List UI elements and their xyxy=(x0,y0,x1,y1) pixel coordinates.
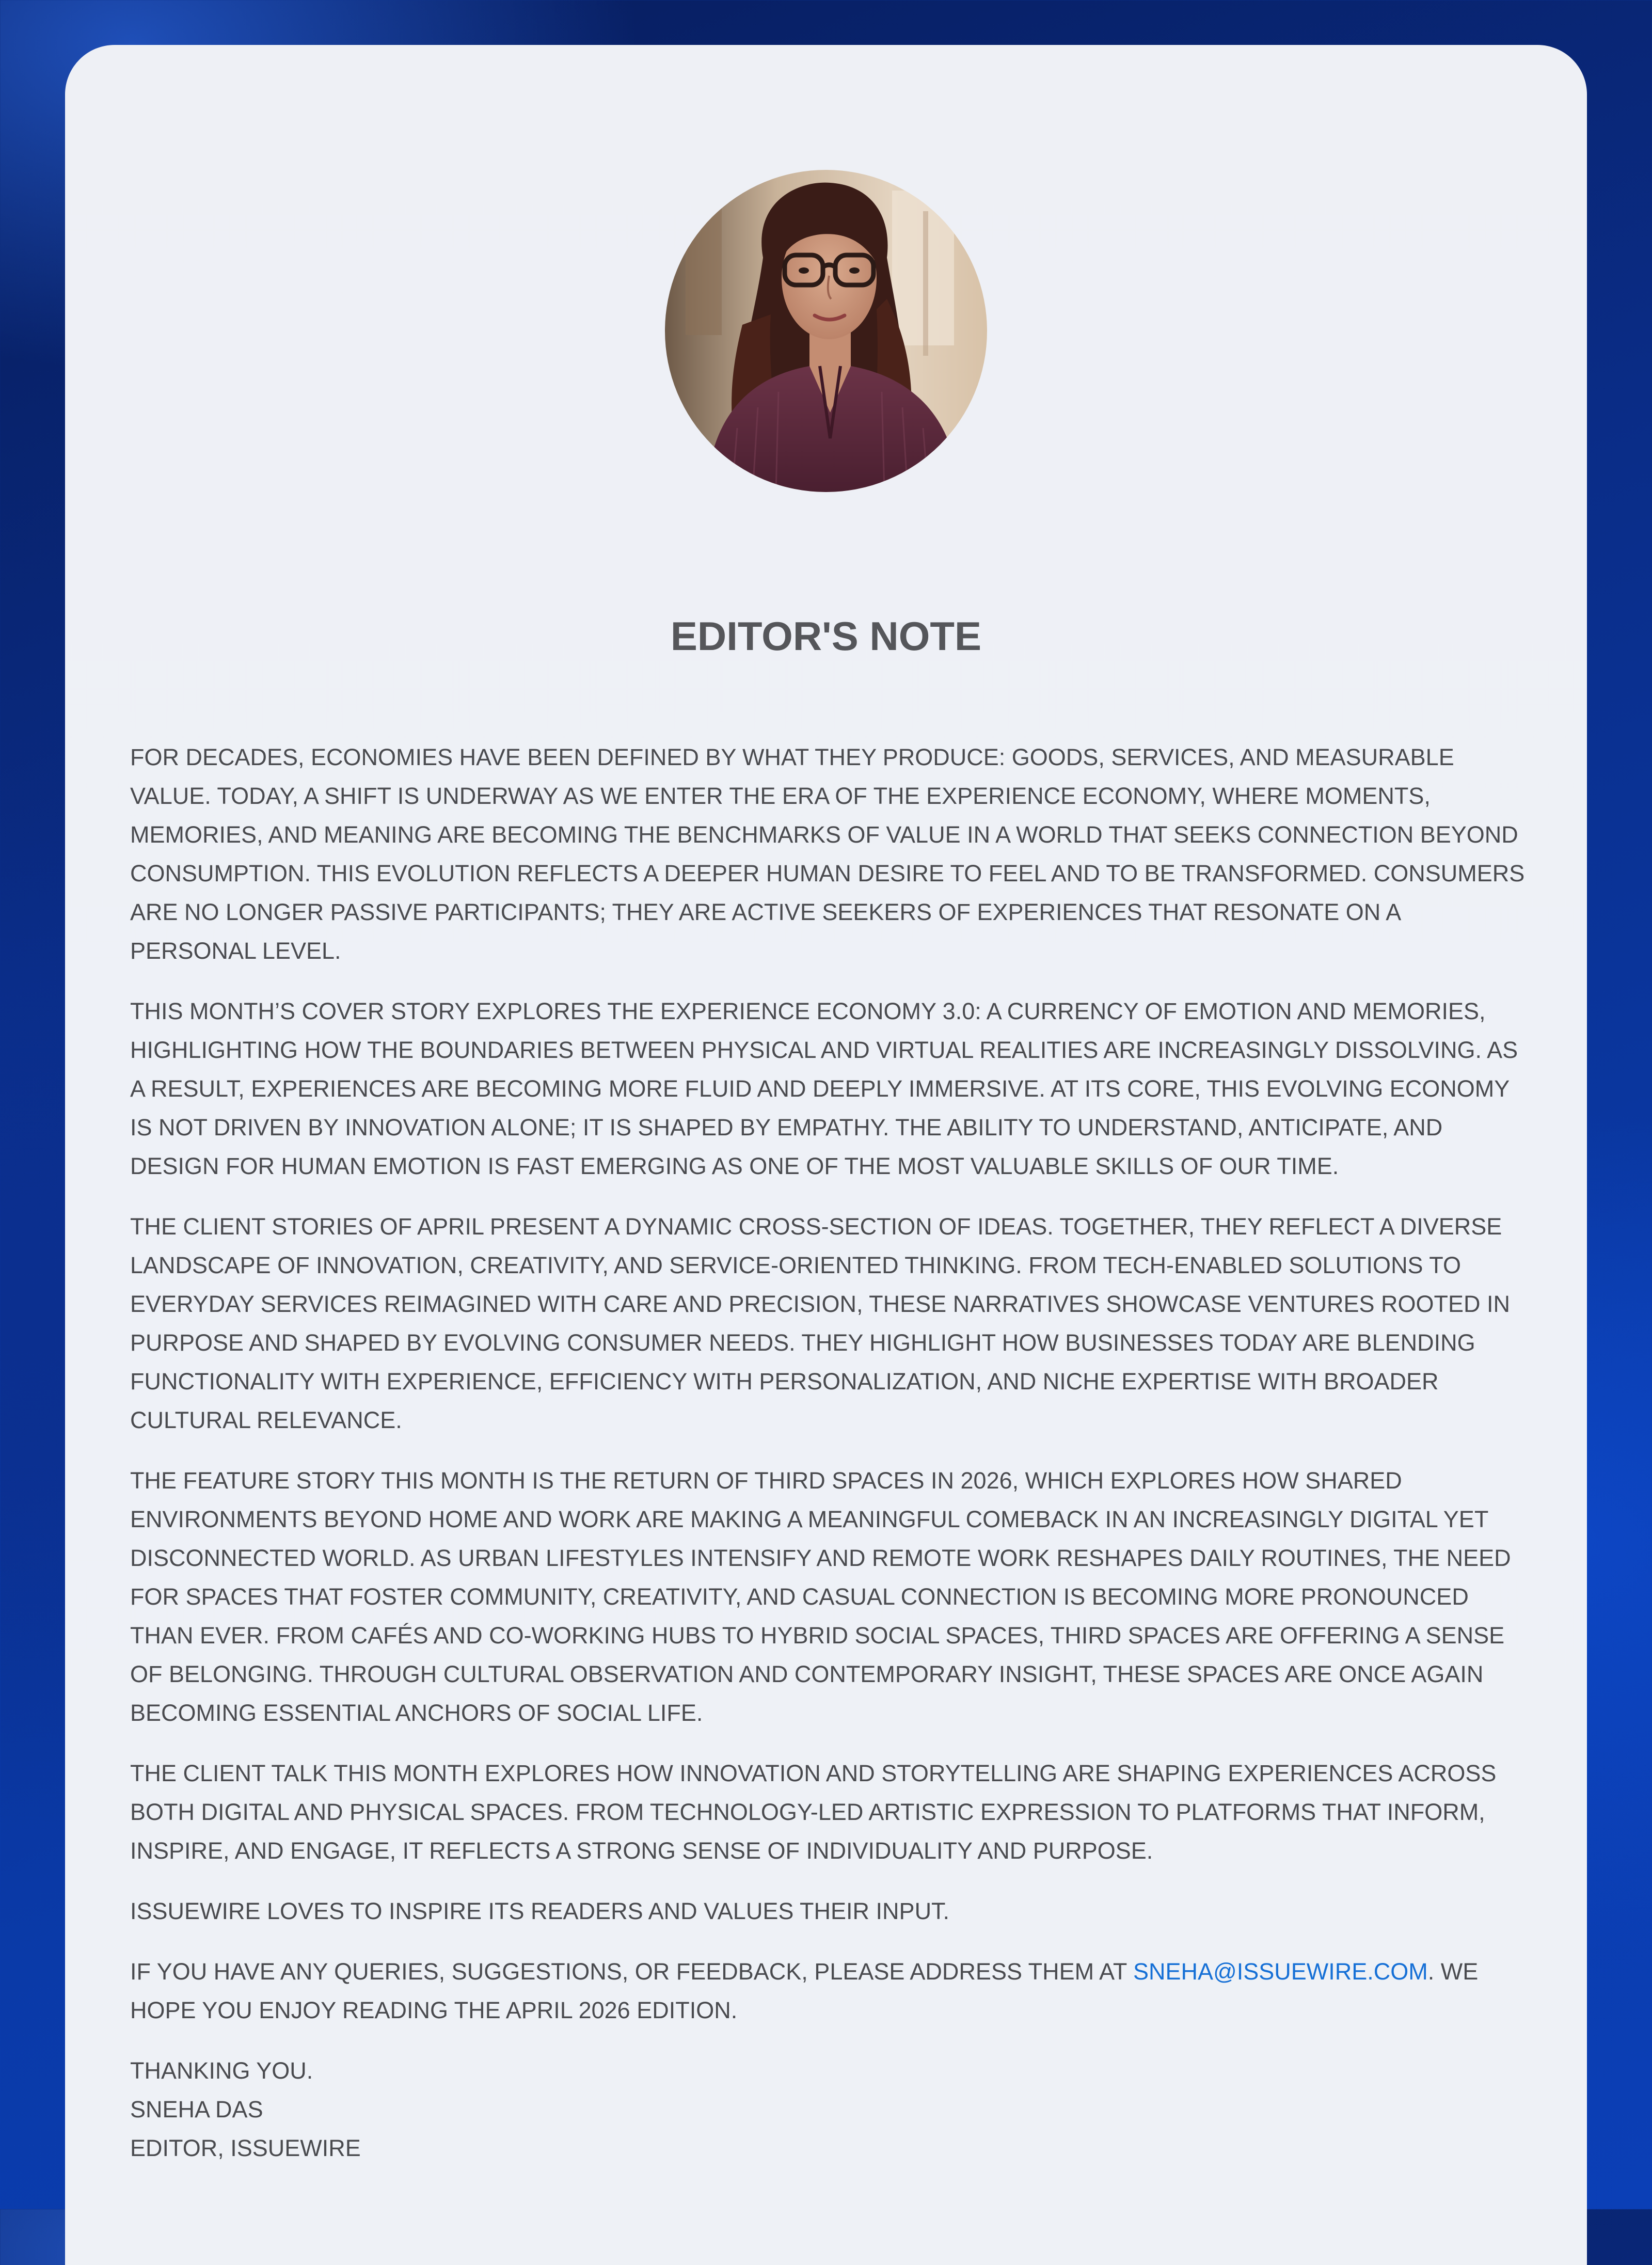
email-link[interactable]: SNEHA@ISSUEWIRE.COM xyxy=(1133,1958,1428,1985)
editor-note-card xyxy=(65,45,1587,2265)
paragraph-client-stories: THE CLIENT STORIES OF APRIL PRESENT A DYNAMIC CROSS-SECTION OF IDEAS. TOGETHER, THEY REFLECT A DIVERSE LANDSCAPE OF INNOVATION, CREATIVITY, AND SERVICE-ORIENTED THINKING. FROM TECH-ENABLED SOLUTIONS TO EVERYDAY SERVICES REIMAGINED WITH CARE AND PRECISION, THESE NARRATIVES SHOWCASE VENTURES ROOTED IN PURPOSE AND SHAPED BY EVOLVING CONSUMER NEEDS. THEY HIGHLIGHT HOW BUSINESSES TODAY ARE BLENDING FUNCTIONALITY WITH EXPERIENCE, EFFICIENCY WITH PERSONALIZATION, AND NICHE EXPERTISE WITH BROADER CULTURAL RELEVANCE. xyxy=(130,1213,1510,1433)
page-title: EDITOR'S NOTE xyxy=(670,613,982,659)
editor-avatar xyxy=(665,170,987,492)
paragraph-inspire: ISSUEWIRE LOVES TO INSPIRE ITS READERS AND VALUES THEIR INPUT. xyxy=(130,1898,950,1924)
paragraph-contact xyxy=(130,1952,1529,2030)
editor-portrait-image xyxy=(665,170,987,492)
signoff xyxy=(130,2051,1529,2167)
signoff-role: EDITOR, ISSUEWIRE xyxy=(130,2135,361,2161)
paragraph-cover-story: THIS MONTH’S COVER STORY EXPLORES THE EXPERIENCE ECONOMY 3.0: A CURRENCY OF EMOTION AND MEMORIES, HIGHLIGHTING HOW THE BOUNDARIES BETWEEN PHYSICAL AND VIRTUAL REALITIES ARE INCREASINGLY DISSOLVING. AS A RESULT, EXPERIENCES ARE BECOMING MORE FLUID AND DEEPLY IMMERSIVE. AT ITS CORE, THIS EVOLVING ECONOMY IS NOT DRIVEN BY INNOVATION ALONE; IT IS SHAPED BY EMPATHY. THE ABILITY TO UNDERSTAND, ANTICIPATE, AND DESIGN FOR HUMAN EMOTION IS FAST EMERGING AS ONE OF THE MOST VALUABLE SKILLS OF OUR TIME. xyxy=(130,998,1518,1179)
paragraph-client-talk: THE CLIENT TALK THIS MONTH EXPLORES HOW INNOVATION AND STORYTELLING ARE SHAPING EXPERIENCES ACROSS BOTH DIGITAL AND PHYSICAL SPACES. FROM TECHNOLOGY-LED ARTISTIC EXPRESSION TO PLATFORMS THAT INFORM, INSPIRE, AND ENGAGE, IT REFLECTS A STRONG SENSE OF INDIVIDUALITY AND PURPOSE. xyxy=(130,1760,1497,1864)
signoff-name: SNEHA DAS xyxy=(130,2096,263,2123)
editor-note-body xyxy=(130,738,1529,2189)
contact-text-before: IF YOU HAVE ANY QUERIES, SUGGESTIONS, OR FEEDBACK, PLEASE ADDRESS THEM AT xyxy=(130,1958,1134,1985)
paragraph-intro: FOR DECADES, ECONOMIES HAVE BEEN DEFINED BY WHAT THEY PRODUCE: GOODS, SERVICES, AND MEASURABLE VALUE. TODAY, A SHIFT IS UNDERWAY AS WE ENTER THE ERA OF THE EXPERIENCE ECONOMY, WHERE MOMENTS, MEMORIES, AND MEANING ARE BECOMING THE BENCHMARKS OF VALUE IN A WORLD THAT SEEKS CONNECTION BEYOND CONSUMPTION. THIS EVOLUTION REFLECTS A DEEPER HUMAN DESIRE TO FEEL AND TO BE TRANSFORMED. CONSUMERS ARE NO LONGER PASSIVE PARTICIPANTS; THEY ARE ACTIVE SEEKERS OF EXPERIENCES THAT RESONATE ON A PERSONAL LEVEL. xyxy=(130,744,1525,964)
signoff-closing: THANKING YOU. xyxy=(130,2057,313,2084)
paragraph-feature-story: THE FEATURE STORY THIS MONTH IS THE RETURN OF THIRD SPACES IN 2026, WHICH EXPLORES HOW SHARED ENVIRONMENTS BEYOND HOME AND WORK ARE MAKING A MEANINGFUL COMEBACK IN AN INCREASINGLY DIGITAL YET DISCONNECTED WORLD. AS URBAN LIFESTYLES INTENSIFY AND REMOTE WORK RESHAPES DAILY ROUTINES, THE NEED FOR SPACES THAT FOSTER COMMUNITY, CREATIVITY, AND CASUAL CONNECTION IS BECOMING MORE PRONOUNCED THAN EVER. FROM CAFÉS AND CO-WORKING HUBS TO HYBRID SOCIAL SPACES, THIRD SPACES ARE OFFERING A SENSE OF BELONGING. THROUGH CULTURAL OBSERVATION AND CONTEMPORARY INSIGHT, THESE SPACES ARE ONCE AGAIN BECOMING ESSENTIAL ANCHORS OF SOCIAL LIFE. xyxy=(130,1467,1511,1726)
contact-text-after: . WE HOPE YOU ENJOY READING THE APRIL 2026 EDITION. xyxy=(130,1958,1479,2023)
